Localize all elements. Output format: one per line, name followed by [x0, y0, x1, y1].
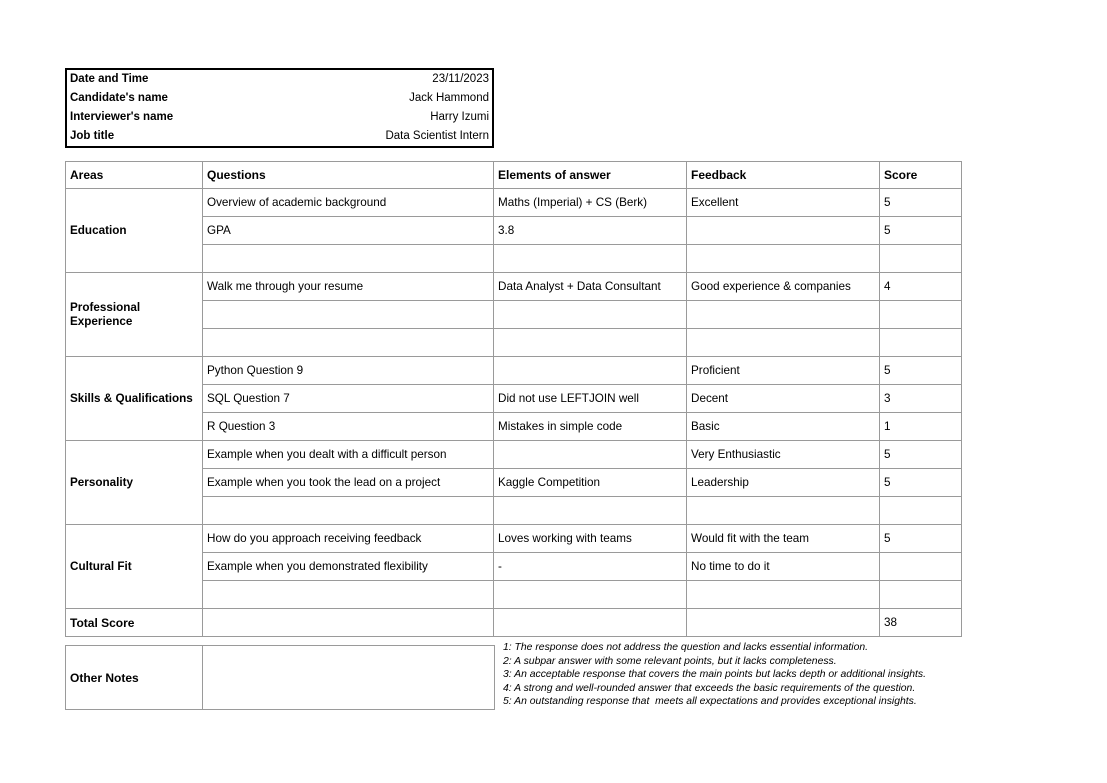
total-score-value[interactable]: 38 [880, 609, 962, 637]
feedback-cell[interactable]: Proficient [687, 357, 880, 385]
feedback-cell[interactable] [687, 217, 880, 245]
area-label-personality: Personality [66, 441, 203, 525]
question-cell[interactable] [203, 497, 494, 525]
elements-cell[interactable] [494, 441, 687, 469]
feedback-cell[interactable] [687, 329, 880, 357]
elements-cell[interactable]: Kaggle Competition [494, 469, 687, 497]
elements-cell[interactable] [494, 581, 687, 609]
header-row-date [67, 70, 492, 89]
other-notes-label: Other Notes [66, 646, 203, 710]
table-row [66, 273, 962, 301]
score-cell[interactable]: 3 [880, 385, 962, 413]
header-label-interviewer-name: Interviewer's name [70, 111, 174, 123]
legend-line-4: 4: A strong and well-rounded answer that exceeds the basic requirements of the question. [503, 682, 916, 694]
table-row [66, 357, 962, 385]
column-header-feedback: Feedback [687, 162, 880, 189]
question-cell[interactable] [203, 329, 494, 357]
legend-line-3: 3: An acceptable response that covers the main points but lacks depth or additional insights. [503, 669, 926, 681]
header-row-job-title [67, 127, 492, 146]
area-label-cultural-fit: Cultural Fit [66, 525, 203, 609]
elements-cell[interactable] [494, 497, 687, 525]
column-header-questions: Questions [203, 162, 494, 189]
question-cell[interactable]: GPA [203, 217, 494, 245]
question-cell[interactable]: How do you approach receiving feedback [203, 525, 494, 553]
feedback-cell[interactable]: Basic [687, 413, 880, 441]
column-header-areas: Areas [66, 162, 203, 189]
score-cell[interactable] [880, 497, 962, 525]
feedback-cell[interactable]: Decent [687, 385, 880, 413]
feedback-cell[interactable]: Good experience & companies [687, 273, 880, 301]
feedback-cell[interactable]: Very Enthusiastic [687, 441, 880, 469]
score-cell[interactable]: 5 [880, 525, 962, 553]
elements-cell[interactable]: Maths (Imperial) + CS (Berk) [494, 189, 687, 217]
question-cell[interactable]: SQL Question 7 [203, 385, 494, 413]
score-cell[interactable] [880, 329, 962, 357]
feedback-cell[interactable]: Excellent [687, 189, 880, 217]
question-cell[interactable]: Overview of academic background [203, 189, 494, 217]
score-cell[interactable] [880, 301, 962, 329]
score-cell[interactable]: 5 [880, 189, 962, 217]
legend-line-1: 1: The response does not address the question and lacks essential information. [503, 642, 869, 653]
table-header-row [66, 162, 962, 189]
header-value-job-title[interactable]: Data Scientist Intern [385, 130, 489, 142]
question-cell[interactable]: Python Question 9 [203, 357, 494, 385]
elements-cell[interactable]: Data Analyst + Data Consultant [494, 273, 687, 301]
question-cell[interactable] [203, 581, 494, 609]
score-cell[interactable]: 5 [880, 441, 962, 469]
total-feedback-cell [687, 609, 880, 637]
table-row [66, 525, 962, 553]
candidate-header-box [65, 68, 494, 148]
interview-evaluation-table [65, 161, 962, 637]
score-cell[interactable]: 1 [880, 413, 962, 441]
score-cell[interactable]: 4 [880, 273, 962, 301]
elements-cell[interactable] [494, 301, 687, 329]
column-header-elements: Elements of answer [494, 162, 687, 189]
other-notes-value[interactable] [203, 646, 495, 710]
elements-cell[interactable]: 3.8 [494, 217, 687, 245]
feedback-cell[interactable] [687, 301, 880, 329]
legend-line-2: 2: A subpar answer with some relevant points, but it lacks completeness. [503, 655, 837, 667]
score-cell[interactable]: 5 [880, 469, 962, 497]
total-score-row [66, 609, 962, 637]
feedback-cell[interactable]: Would fit with the team [687, 525, 880, 553]
elements-cell[interactable]: Mistakes in simple code [494, 413, 687, 441]
header-row-candidate-name [67, 89, 492, 108]
total-question-cell [203, 609, 494, 637]
legend-line-5: 5: An outstanding response that meets all expectations and provides exceptional insights. [503, 696, 917, 708]
elements-cell[interactable] [494, 357, 687, 385]
elements-cell[interactable]: Did not use LEFTJOIN well [494, 385, 687, 413]
feedback-cell[interactable] [687, 581, 880, 609]
header-row-interviewer-name [67, 108, 492, 127]
header-value-date[interactable]: 23/11/2023 [432, 73, 489, 85]
column-header-score: Score [880, 162, 962, 189]
score-cell[interactable] [880, 245, 962, 273]
header-label-date: Date and Time [70, 73, 149, 85]
elements-cell[interactable] [494, 329, 687, 357]
total-score-label: Total Score [66, 609, 203, 637]
question-cell[interactable]: R Question 3 [203, 413, 494, 441]
table-row [66, 441, 962, 469]
feedback-cell[interactable]: No time to do it [687, 553, 880, 581]
feedback-cell[interactable] [687, 245, 880, 273]
question-cell[interactable]: Example when you dealt with a difficult person [203, 441, 494, 469]
other-notes-row [66, 646, 495, 710]
feedback-cell[interactable]: Leadership [687, 469, 880, 497]
area-label-skills-qualifications: Skills & Qualifications [66, 357, 203, 441]
scoring-legend [503, 641, 973, 709]
question-cell[interactable] [203, 245, 494, 273]
question-cell[interactable]: Example when you took the lead on a project [203, 469, 494, 497]
feedback-cell[interactable] [687, 497, 880, 525]
other-notes-box [65, 645, 495, 710]
header-label-candidate-name: Candidate's name [70, 92, 168, 104]
question-cell[interactable]: Walk me through your resume [203, 273, 494, 301]
question-cell[interactable] [203, 301, 494, 329]
candidate-header-table [67, 70, 492, 146]
area-label-education: Education [66, 189, 203, 273]
score-cell[interactable]: 5 [880, 217, 962, 245]
elements-cell[interactable]: - [494, 553, 687, 581]
header-value-candidate-name[interactable]: Jack Hammond [409, 92, 489, 104]
elements-cell[interactable]: Loves working with teams [494, 525, 687, 553]
header-label-job-title: Job title [70, 130, 115, 142]
score-cell[interactable] [880, 581, 962, 609]
score-cell[interactable] [880, 553, 962, 581]
area-label-professional-experience: Professional Experience [66, 273, 203, 357]
elements-cell[interactable] [494, 245, 687, 273]
header-value-interviewer-name[interactable]: Harry Izumi [430, 111, 489, 123]
table-row [66, 189, 962, 217]
score-cell[interactable]: 5 [880, 357, 962, 385]
question-cell[interactable]: Example when you demonstrated flexibility [203, 553, 494, 581]
total-elements-cell [494, 609, 687, 637]
